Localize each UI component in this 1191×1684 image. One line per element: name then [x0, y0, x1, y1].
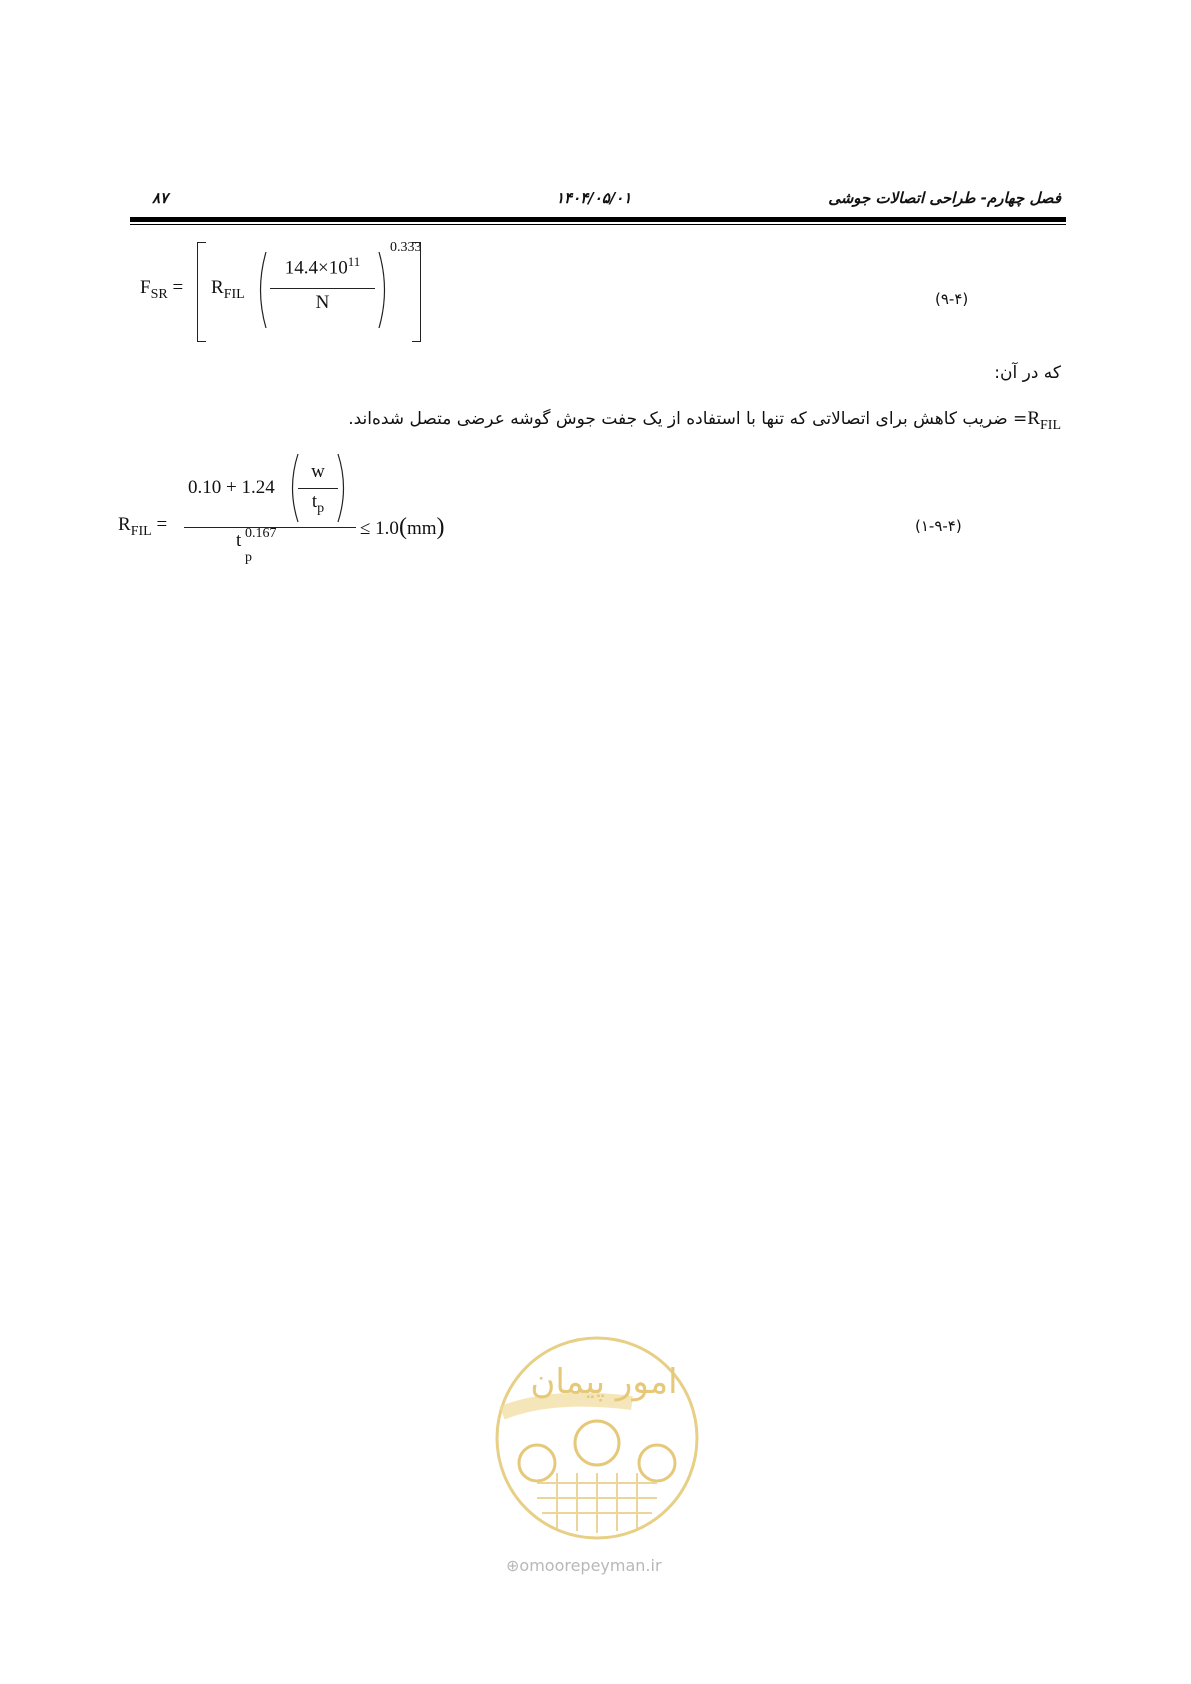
fraction-bar: [270, 288, 375, 289]
watermark-url: ⊕omoorepeyman.ir: [506, 1556, 662, 1575]
globe-icon: ⊕: [506, 1556, 520, 1575]
definition-symbol: $R_{FIL}$: [1027, 408, 1061, 433]
header-rule-thick: [130, 217, 1066, 222]
equation-1-9-4: [118, 452, 458, 572]
right-paren: [377, 250, 391, 330]
header-chapter-title: فصل چهارم- طراحی اتصالات جوشی: [828, 189, 1061, 207]
equation-rhs: ≤ 1.0(mm): [360, 514, 445, 540]
left-bracket: [197, 242, 206, 342]
watermark-logo-text: امور پیمان: [530, 1362, 678, 1402]
main-denominator: t: [236, 530, 242, 551]
inner-right-paren: [336, 452, 350, 524]
numerator-prefix: 0.10 + 1.24: [188, 477, 275, 498]
equation-number-9-4: (۹-۴): [935, 290, 969, 308]
equation-9-4: [140, 240, 440, 350]
header-date: ۱۴۰۴/۰۵/۰۱: [556, 189, 632, 207]
equation-lhs: $R_{FIL}$ =: [118, 514, 168, 539]
inner-denominator: $t_p$: [311, 491, 325, 516]
equation-number-1-9-4: (۱-۹-۴): [915, 517, 962, 535]
right-bracket: [412, 242, 421, 342]
fraction-numerator: $14.4\times 10^{11}$: [284, 254, 361, 279]
equation-exponent: 0.333: [390, 240, 422, 255]
inner-fraction-bar: [298, 488, 338, 489]
page-number: ۸۷: [152, 189, 169, 207]
inner-numerator: w: [311, 461, 325, 482]
left-paren: [254, 250, 268, 330]
fraction-denominator: N: [315, 292, 330, 313]
where-text: که در آن:: [994, 363, 1061, 383]
header-rule-thin: [130, 224, 1066, 225]
denominator-exponent: 0.167: [245, 526, 277, 541]
definition-line: $R_{FIL}=$ ضریب کاهش برای اتصالاتی که تنها با استفاده از یک جفت جوش گوشه عرضی متصل شده‌اند.: [348, 408, 1061, 433]
equation-coef: $R_{FIL}$: [211, 277, 245, 302]
denominator-sub: p: [245, 550, 252, 565]
watermark-logo: [492, 1333, 702, 1543]
equation-lhs: $F_{SR}$ =: [140, 277, 184, 302]
